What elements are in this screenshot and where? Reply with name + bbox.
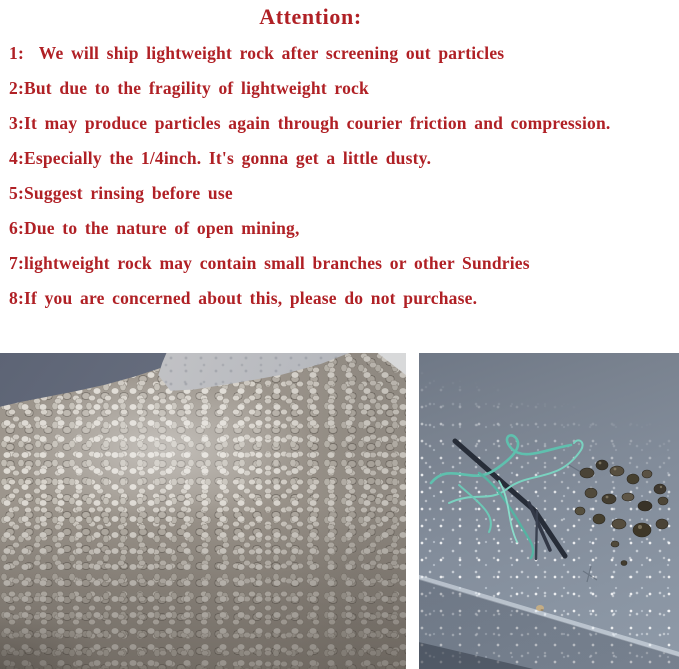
photo-gravel-pile [0,353,406,669]
warning-line-3: 3:It may produce particles again through courier friction and compression. [9,113,611,133]
warning-line-2: 2:But due to the fragility of lightweight rock [9,78,369,98]
warning-line-5: 5:Suggest rinsing before use [9,183,233,203]
warning-list [9,36,677,316]
gravel-shadow [0,353,406,669]
branches-and-rocks-illustration [419,353,679,669]
photo-debris-surface [419,353,679,669]
warning-line-4: 4:Especially the 1/4inch. It's gonna get a little dusty. [9,148,432,168]
warning-line-7: 7:lightweight rock may contain small branches or other Sundries [9,253,530,273]
warning-line-6: 6:Due to the nature of open mining, [9,218,300,238]
attention-title: Attention: [259,4,362,29]
warning-line-1: 1: We will ship lightweight rock after screening out particles [9,43,505,63]
warning-line-8: 8:If you are concerned about this, please do not purchase. [9,288,478,308]
photos-row [0,353,679,669]
